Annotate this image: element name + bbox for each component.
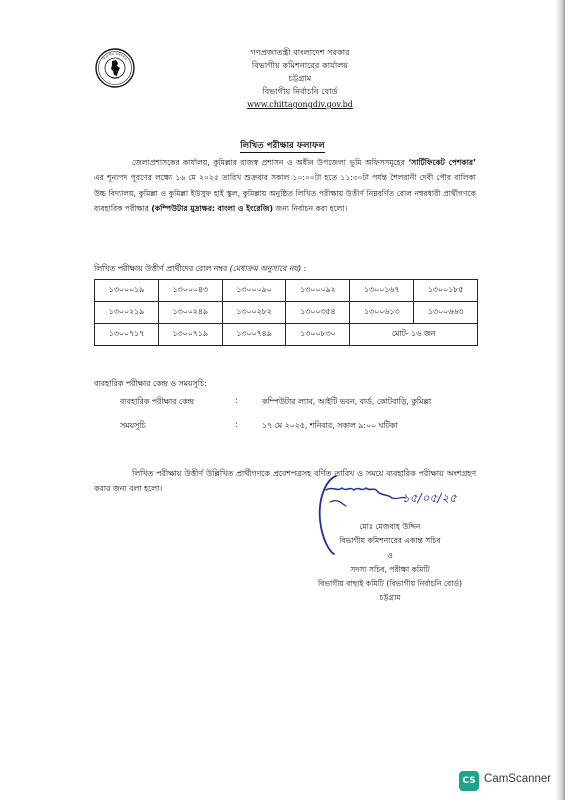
intro-part2: এর শূন্যপদ পূরণের লক্ষ্যে ১৬ মে ২০২৫ তারিখ শুক্রবার সকাল ১০:০০টা হতে ১১:৩০টা পর্যন্ত শৈলরানী দেবী পৌর বালিকা উচ্চ বিদ্যালয়, কুমিল্লা ও কুমিল্লা ইউসুফ হাই স্কুল, কুমিল্লায় অনুষ্ঠিত লিখিত পরীক্ষায় উত্তীর্ণ নিম্নবর্ণিত রোল নম্বরধারী প্রার্থীগণকে ব্যবহারিক পরীক্ষার [94, 173, 476, 214]
website-link[interactable]: www.chittagongdiv.gov.bd [247, 100, 353, 109]
roll-list-note: (মেধাক্রম অনুসারে নয়) [229, 264, 302, 273]
roll-cell: ১৩০০৭১৭ [95, 324, 159, 346]
roll-cell: ১৩০০৬১৩ [350, 302, 414, 324]
scan-edge-shadow [555, 0, 565, 800]
total-cell: মোট- ১৬ জন [350, 324, 478, 346]
roll-cell: ১৩০০২৮২ [222, 302, 286, 324]
roll-cell: ১৩০০১৮৫ [414, 280, 478, 302]
roll-cell: ১৩০০১৬৭ [350, 280, 414, 302]
roll-cell: ১৩০০৮৩০ [286, 324, 350, 346]
signatory-location: চট্টগ্রাম [379, 593, 401, 603]
table-row [95, 280, 478, 302]
roll-list-heading [94, 263, 306, 276]
roll-cell: ১৩০০৭৪৯ [222, 324, 286, 346]
signatory-designation-2: সদস্য সচিব, পরীক্ষা কমিটি [350, 564, 430, 574]
seal-top-text: বিভাগীয় কমিশনার [102, 51, 129, 62]
intro-part3: জন্য নির্বাচন করা হলো। [273, 204, 348, 214]
roll-cell: ১৩০০০৯২ [286, 280, 350, 302]
intro-part1: জেলাপ্রশাসকের কার্যালয়, কুমিল্লার রাজস্ব প্রশাসন ও অধীন উপজেলা ভূমি অফিসসমূহের [132, 158, 409, 167]
roll-cell: ১৩০০২১৯ [95, 302, 159, 324]
time-colon: : [235, 420, 238, 429]
office-city: চট্টগ্রাম [288, 73, 312, 83]
center-value: কম্পিউটার ল্যাব, আইটি ভবন, বার্ড, কোটবাড়ি, কুমিল্লা [262, 397, 432, 406]
center-colon: : [235, 396, 238, 405]
schedule-heading: ব্যবহারিক পরীক্ষার কেন্দ্র ও সময়সূচি: [94, 379, 207, 388]
title-text: লিখিত পরীক্ষার ফলাফল [240, 141, 325, 151]
office-name: বিভাগীয় কমিশনারের কার্যালয় [251, 60, 349, 70]
roll-cell: ১৩০০৬৬৩ [414, 302, 478, 324]
government-seal-icon [95, 48, 135, 88]
roll-cell: ১৩০০৭১৯ [158, 324, 222, 346]
table-row [95, 302, 478, 324]
document-title [0, 139, 565, 153]
signature-date: ১৫/০৫/২৫ [402, 491, 457, 505]
intro-paragraph [94, 155, 476, 217]
roll-cell: ১৩০০০৯০ [222, 280, 286, 302]
svg-text:সরকার [109, 75, 119, 80]
time-value: ১৭ মে ২০২৫, শনিবার, সকাল ৯:০০ ঘটিকা [262, 421, 398, 430]
roll-list-colon: : [301, 264, 307, 273]
intro-post-name: ‘সার্টিফিকেট পেশকার’ [408, 158, 476, 167]
signatory-conjunction: ও [387, 550, 393, 560]
signatory-designation-3: বিভাগীয় বাছাই কমিটি (বিভাগীয় নির্বাচনি বোর্ড) [318, 579, 462, 589]
signatory-name: মোঃ মেজবাহ উদ্দিন [359, 522, 421, 531]
roll-cell: ১৩০০৩৫৪ [286, 302, 350, 324]
roll-number-table [94, 279, 478, 346]
table-row [95, 324, 478, 346]
board-name: বিভাগীয় নির্বাচনি বোর্ড [262, 86, 338, 96]
seal-bottom-text: সরকার [110, 75, 120, 81]
signatory-block [260, 520, 520, 606]
center-label: ব্যবহারিক পরীক্ষার কেন্দ্র [120, 397, 194, 406]
roll-list-heading-text: লিখিত পরীক্ষায় উত্তীর্ণ প্রার্থীদের রোল নম্বর [94, 264, 230, 273]
roll-cell: ১৩০০২৪৯ [158, 302, 222, 324]
signatory-designation-1: বিভাগীয় কমিশনারের একান্ত সচিব [339, 536, 441, 546]
closing-text: লিখিত পরীক্ষায় উত্তীর্ণ উল্লিখিত প্রার্থীগণকে প্রবেশপত্রসহ বর্ণিত তারিখ ও সময়ে ব্যবহারিক পরীক্ষায় অংশগ্রহণ করার জন্য বলা হলো। [94, 469, 476, 493]
time-label: সময়সূচি [120, 421, 146, 430]
camscanner-logo-icon: CS [459, 771, 479, 791]
intro-practical-subject: (কম্পিউটার মুদ্রাক্ষর: বাংলা ও ইংরেজি) [151, 204, 273, 214]
roll-cell: ১৩০০০১৯ [95, 280, 159, 302]
government-name: গণপ্রজাতন্ত্রী বাংলাদেশ সরকার [250, 47, 350, 57]
roll-cell: ১৩০০০৪৩ [158, 280, 222, 302]
camscanner-text: CamScanner [484, 773, 552, 785]
letterhead [180, 46, 420, 111]
